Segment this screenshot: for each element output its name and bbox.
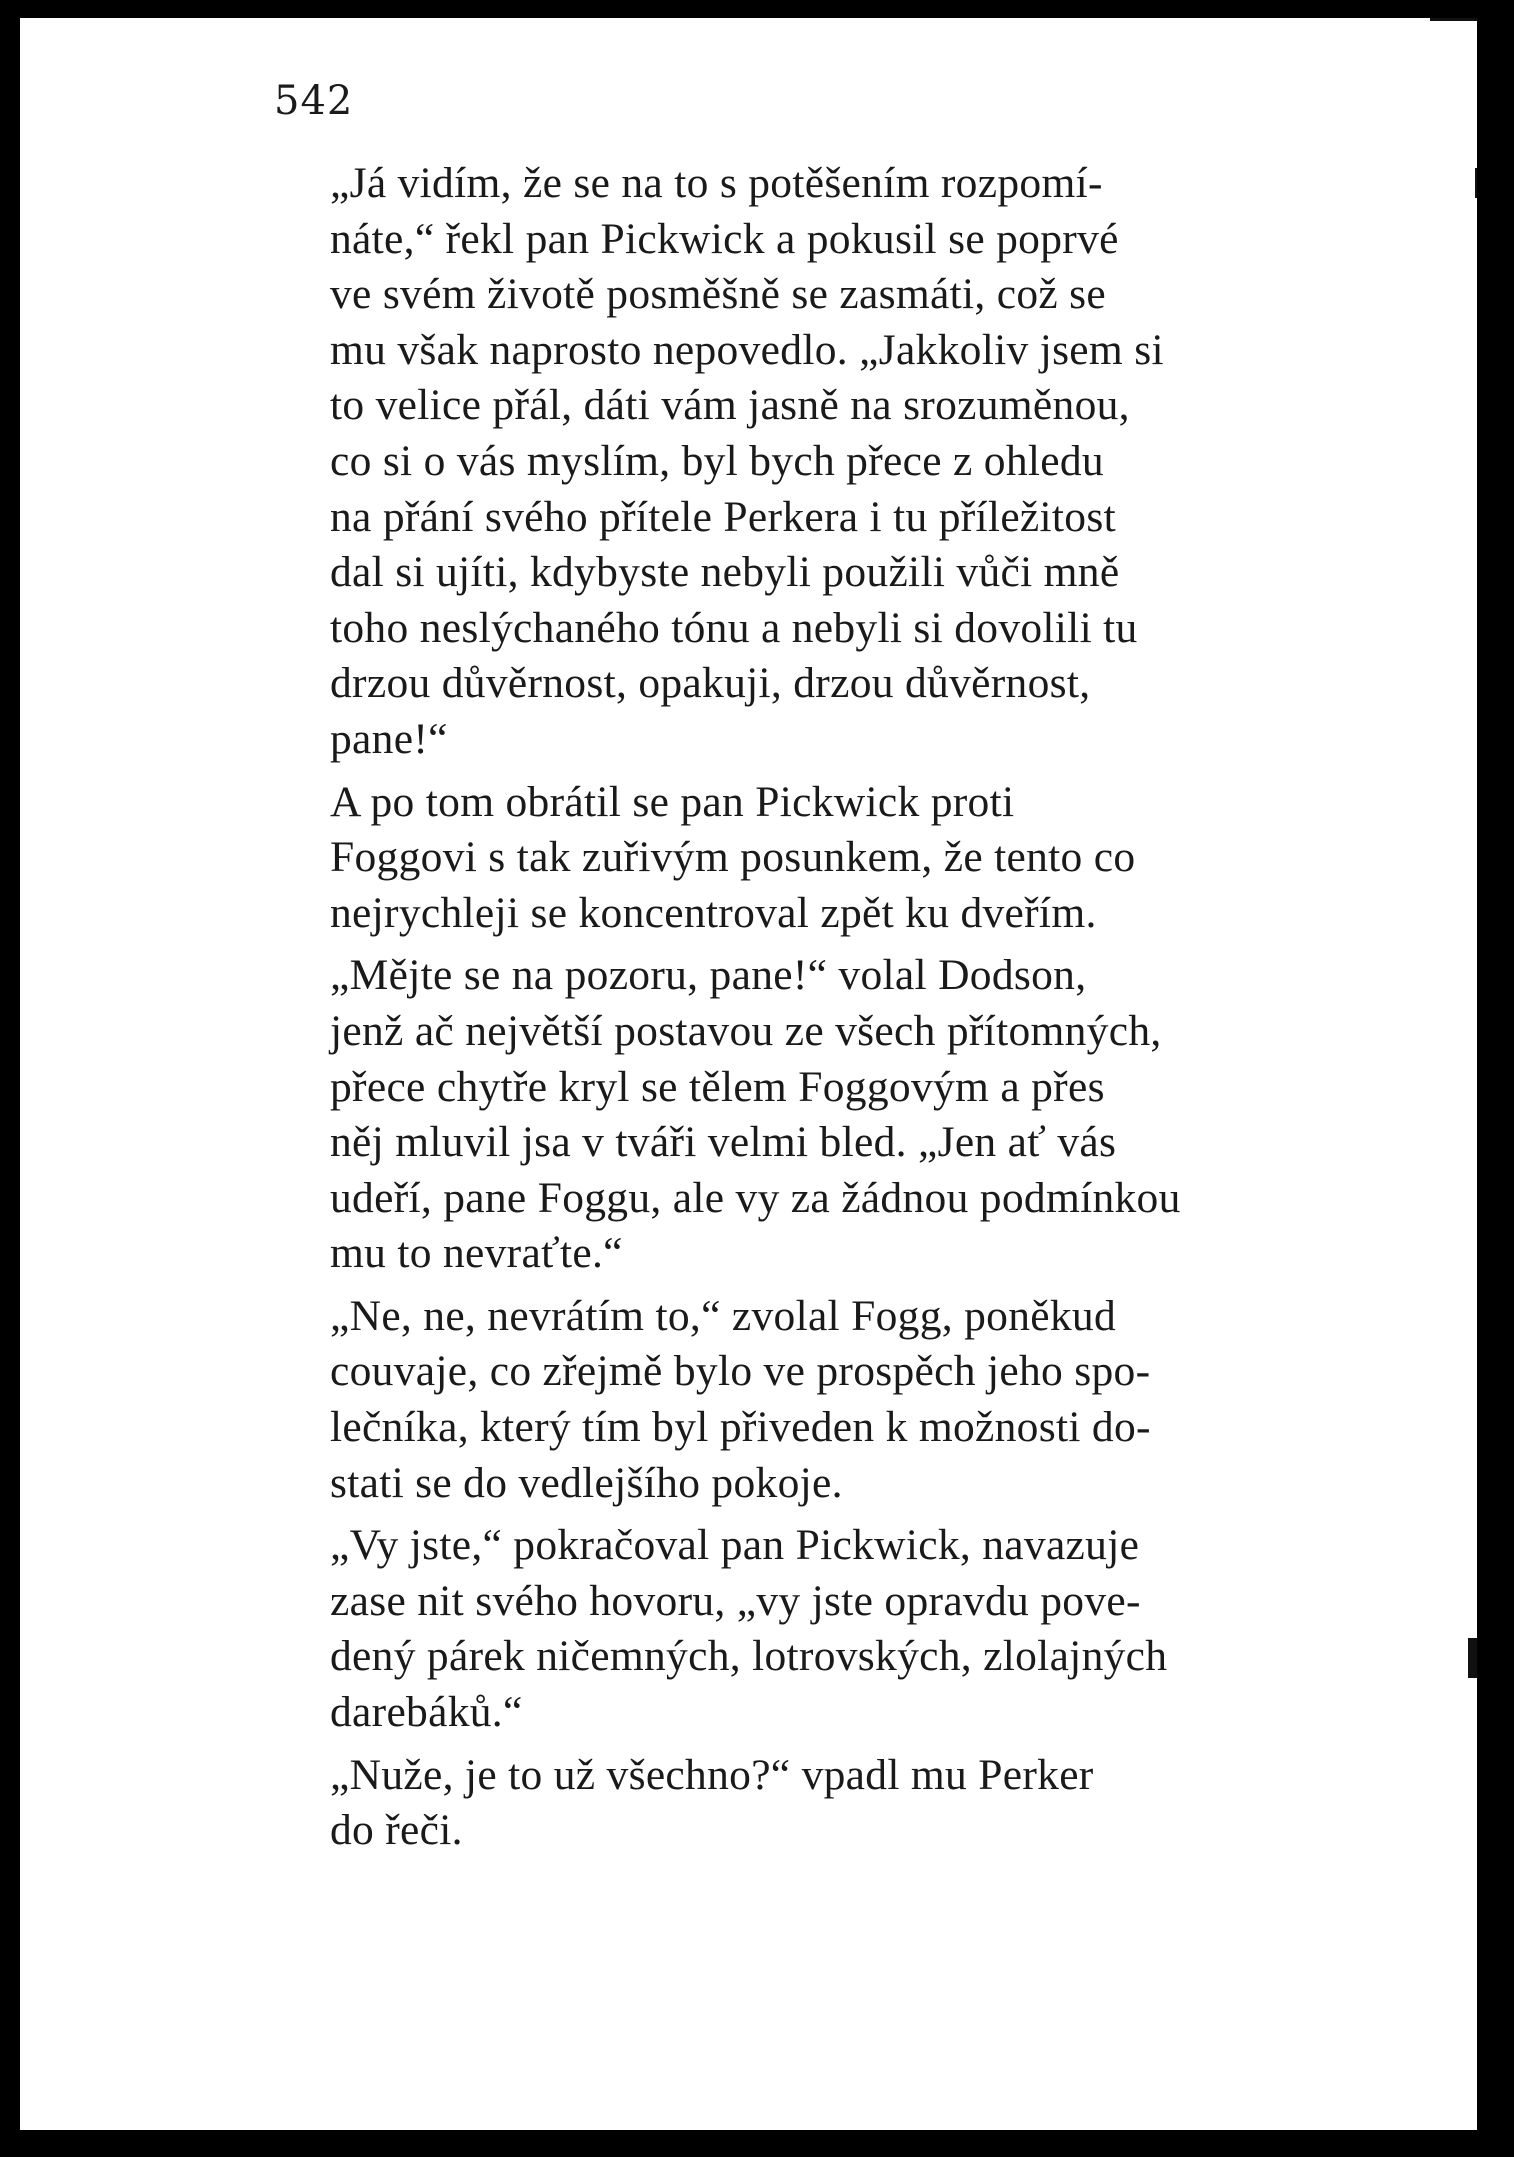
paragraph (274, 1748, 1347, 1859)
text-line: co si o vás myslím, byl bych přece z ohledu (330, 436, 1104, 485)
paragraph (274, 1518, 1347, 1740)
scan-edge-mark (1430, 18, 1477, 21)
text-line: pane!“ (330, 714, 448, 763)
book-page (20, 18, 1477, 2130)
text-line: dený párek ničemných, lotrovských, zlolajných (330, 1632, 1168, 1681)
text-line: „Ne, ne, nevrátím to,“ zvolal Fogg, poněkud (330, 1291, 1117, 1340)
text-line: mu to nevraťte.“ (330, 1229, 623, 1278)
paragraph (274, 948, 1347, 1282)
text-line: darebáků.“ (330, 1688, 523, 1737)
text-line: to velice přál, dáti vám jasně na srozuměnou, (330, 381, 1130, 430)
text-line: „Mějte se na pozoru, pane!“ volal Dodson, (330, 951, 1087, 1000)
text-line: „Vy jste,“ pokračoval pan Pickwick, navazuje (330, 1521, 1140, 1570)
text-line: Foggovi s tak zuřivým posunkem, že tento co (330, 833, 1136, 882)
scan-edge-mark (1468, 1638, 1477, 1678)
text-line: A po tom obrátil se pan Pickwick proti (330, 777, 1015, 826)
scan-edge-mark (1475, 168, 1477, 198)
text-line: jenž ač největší postavou ze všech přítomných, (330, 1006, 1162, 1055)
text-line: „Já vidím, že se na to s potěšením rozpomí- (330, 159, 1103, 207)
text-line: přece chytře kryl se tělem Foggovým a přes (330, 1062, 1105, 1111)
text-line: drzou důvěrnost, opakuji, drzou důvěrnost, (330, 659, 1091, 708)
text-line: náte,“ řekl pan Pickwick a pokusil se poprvé (330, 214, 1119, 263)
page-text (274, 156, 1347, 1866)
paragraph (274, 1289, 1347, 1511)
text-line: na přání svého přítele Perkera i tu příležitost (330, 492, 1116, 541)
paragraph (274, 156, 1347, 768)
text-line: lečníka, který tím byl přiveden k možnosti do- (330, 1403, 1151, 1452)
text-line: zase nit svého hovoru, „vy jste opravdu pove- (330, 1576, 1141, 1625)
text-line: něj mluvil jsa v tváři velmi bled. „Jen ať vás (330, 1118, 1117, 1167)
text-line: do řeči. (330, 1806, 463, 1855)
page-number: 542 (274, 78, 354, 124)
text-line: mu však naprosto nepovedlo. „Jakkoliv jsem si (330, 325, 1164, 374)
text-line: ve svém životě posměšně se zasmáti, což se (330, 270, 1107, 319)
paragraph (274, 775, 1347, 942)
text-line: „Nuže, je to už všechno?“ vpadl mu Perker (330, 1750, 1094, 1799)
text-line: toho neslýchaného tónu a nebyli si dovolili tu (330, 603, 1138, 652)
text-line: nejrychleji se koncentroval zpět ku dveřím. (330, 888, 1097, 937)
text-line: couvaje, co zřejmě bylo ve prospěch jeho spo- (330, 1347, 1151, 1396)
text-line: stati se do vedlejšího pokoje. (330, 1458, 843, 1507)
text-line: udeří, pane Foggu, ale vy za žádnou podmínkou (330, 1173, 1181, 1222)
text-line: dal si ujíti, kdybyste nebyli použili vůči mně (330, 548, 1120, 597)
